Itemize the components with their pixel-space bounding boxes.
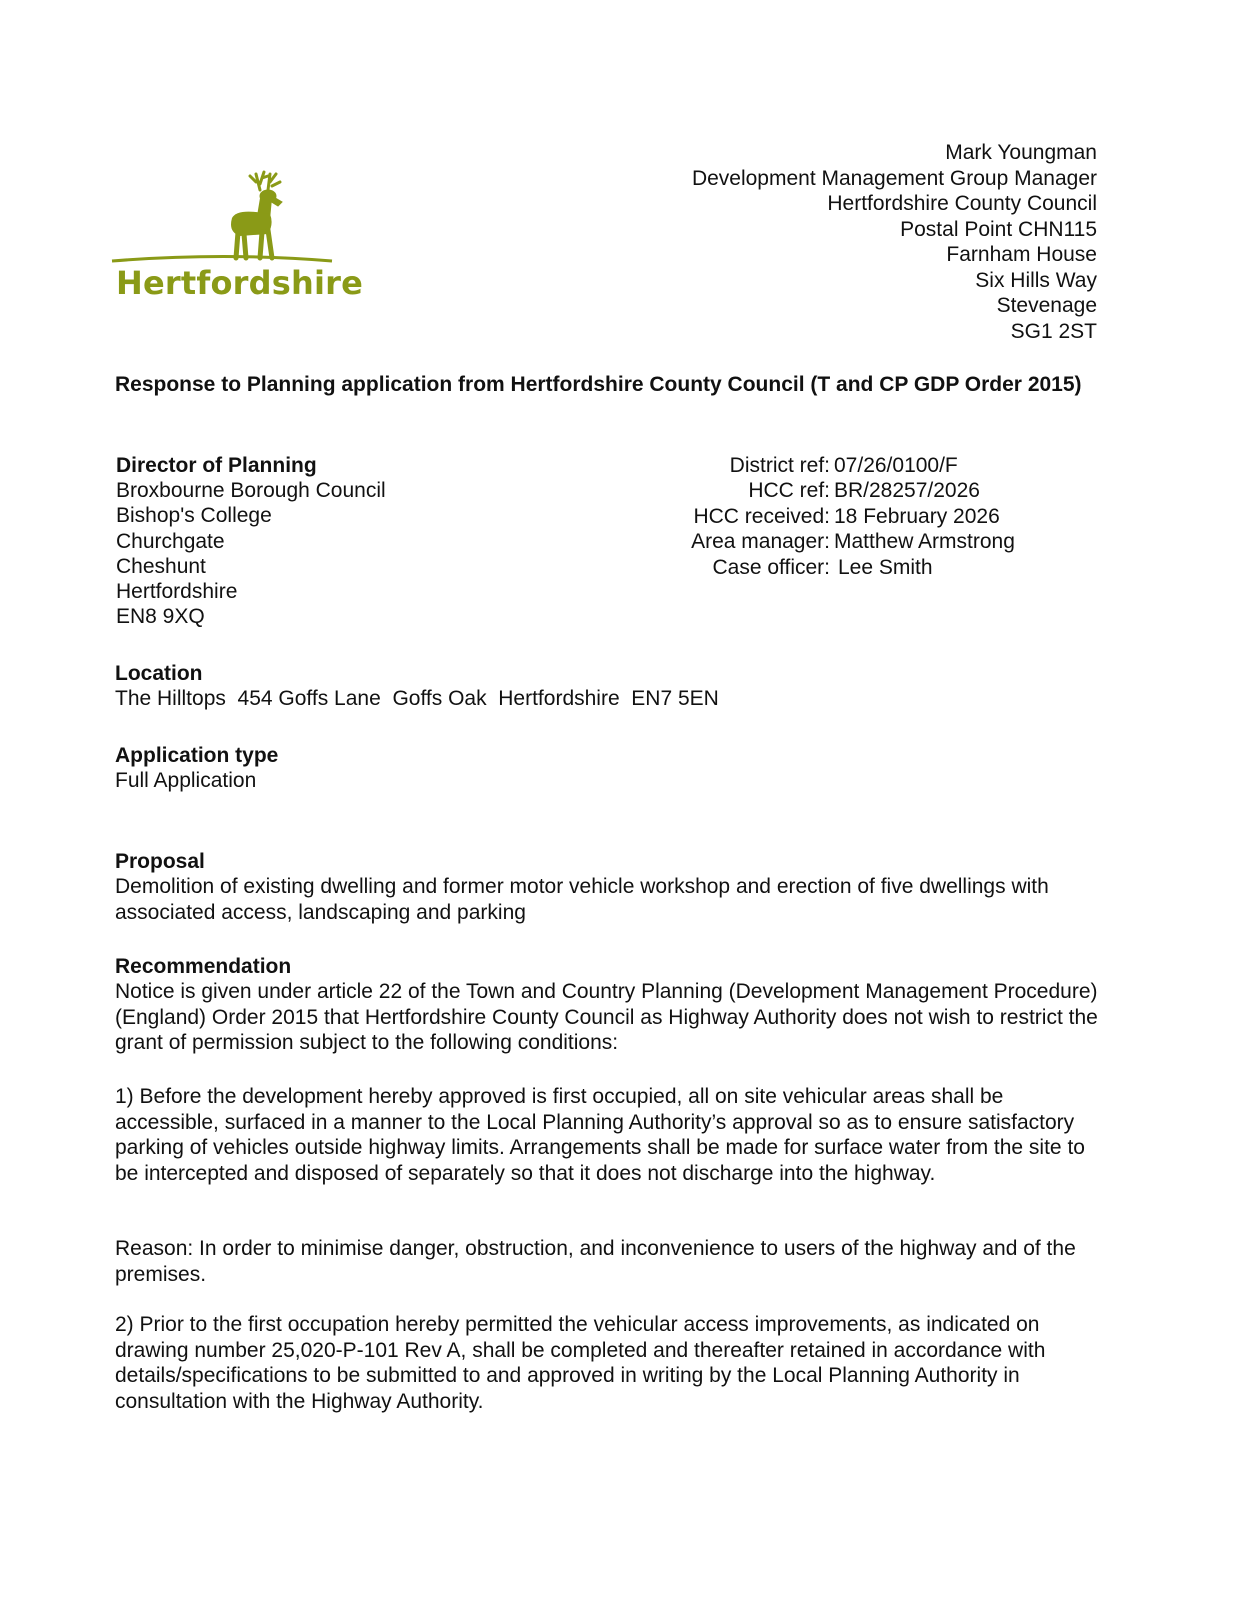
- reference-row: [660, 555, 1015, 580]
- condition-paragraph: 2) Prior to the first occupation hereby permitted the vehicular access improvements, as indicated on drawing number 25,020-P-101 Rev A, shall be completed and thereafter retained in accordance with details/specifications to be submitted to and approved in writing by the Local Planning Authority in consultation with the Highway Authority.: [115, 1313, 1046, 1413]
- sender-line: Stevenage: [996, 294, 1097, 317]
- document-title: Response to Planning application from Hertfordshire County Council (T and CP GDP Order 2015): [115, 373, 1082, 396]
- reference-row: [660, 504, 1015, 529]
- sender-line: Mark Youngman: [945, 141, 1097, 164]
- reference-label: District ref:: [729, 454, 830, 477]
- reference-row: [660, 453, 1015, 478]
- reference-label: HCC ref:: [748, 479, 830, 503]
- reference-table: [660, 453, 1015, 580]
- application-type-text: Full Application: [115, 769, 257, 792]
- reference-value: Matthew Armstrong: [834, 530, 1015, 554]
- reference-value: Lee Smith: [838, 555, 933, 579]
- proposal-section: [115, 850, 1105, 925]
- hertfordshire-logo: [110, 168, 364, 308]
- addressee-line: Bishop's College: [116, 504, 272, 528]
- reference-value: 07/26/0100/F: [834, 454, 958, 477]
- sender-address: [692, 140, 1097, 344]
- sender-line: Six Hills Way: [975, 268, 1097, 292]
- section-heading: Location: [115, 662, 203, 685]
- addressee-line: Cheshunt: [116, 554, 206, 578]
- condition-paragraph: 1) Before the development hereby approved is first occupied, all on site vehicular areas shall be accessible, surfaced in a manner to the Local Planning Authority’s approval so as to ensure satisfactory parking of vehicles outside highway limits. Arrangements shall be made for surface water from the site to be intercepted and disposed of separately so that it does not discharge into the highway.: [115, 1085, 1085, 1185]
- reference-value: BR/28257/2026: [834, 479, 980, 503]
- reference-value: 18 February 2026: [834, 504, 1000, 528]
- section-heading: Recommendation: [115, 955, 292, 978]
- reference-label: Case officer:: [712, 555, 830, 579]
- sender-line: Hertfordshire County Council: [827, 192, 1097, 215]
- addressee-heading: Director of Planning: [116, 454, 317, 477]
- addressee-line: Hertfordshire: [116, 580, 238, 604]
- stag-icon: [110, 168, 340, 268]
- section-heading: Application type: [115, 744, 279, 767]
- reference-row: [660, 478, 1015, 503]
- location-text: The Hilltops 454 Goffs Lane Goffs Oak Hertfordshire EN7 5EN: [115, 687, 719, 710]
- sender-line: Farnham House: [946, 243, 1097, 266]
- sender-line: SG1 2ST: [1010, 319, 1097, 343]
- reference-label: Area manager:: [691, 530, 830, 554]
- reference-label: HCC received:: [693, 504, 830, 528]
- application-type-section: [115, 744, 1105, 794]
- recommendation-text: Notice is given under article 22 of the Town and Country Planning (Development Management Procedure) (England) Order 2015 that Hertfordshire County Council as Highway Authority does not wish to restrict the grant of permission subject to the following conditions:: [115, 980, 1098, 1054]
- section-heading: Proposal: [115, 850, 205, 873]
- logo-wordmark: Hertfordshire: [116, 264, 364, 302]
- addressee-line: EN8 9XQ: [116, 605, 205, 629]
- reason-paragraph: Reason: In order to minimise danger, obstruction, and inconvenience to users of the highway and of the premises.: [115, 1237, 1076, 1286]
- sender-line: Development Management Group Manager: [691, 166, 1097, 190]
- location-section: [115, 662, 1105, 712]
- proposal-text: Demolition of existing dwelling and former motor vehicle workshop and erection of five dwellings with associated access, landscaping and parking: [115, 875, 1049, 924]
- addressee-line: Churchgate: [116, 529, 225, 553]
- addressee-address: [116, 453, 616, 629]
- sender-line: Postal Point CHN115: [900, 217, 1097, 241]
- addressee-line: Broxbourne Borough Council: [116, 479, 386, 503]
- recommendation-section: [115, 955, 1105, 1056]
- reference-row: [660, 529, 1015, 554]
